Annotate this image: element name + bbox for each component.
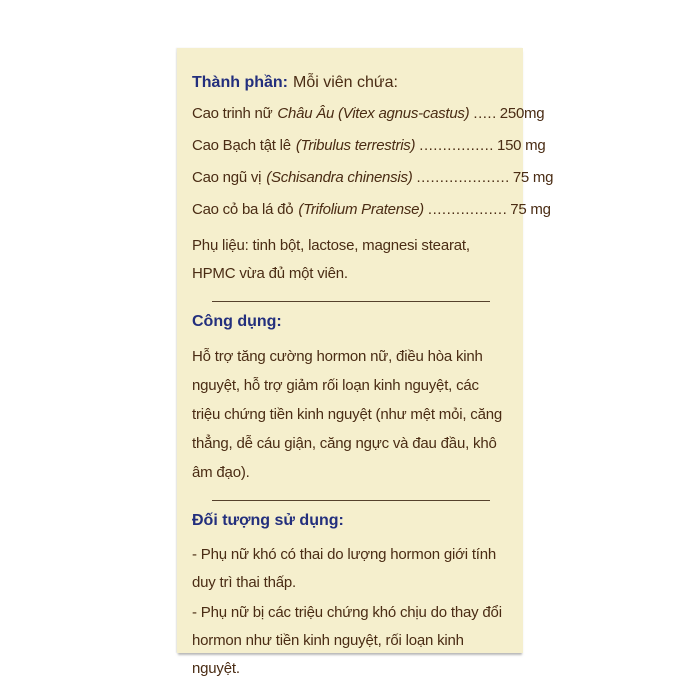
uses-body-text: Hỗ trợ tăng cường hormon nữ, điều hòa kinh nguyệt, hỗ trợ giảm rối loạn kinh nguyệt, các triệu chứng tiền kinh nguyệt (như mệt mỏi, căng thẳng, dễ cáu giận, căng ngực và đau đầu, khô âm đạo). [192,348,503,481]
ingredient-name: Cao ngũ vị [192,169,262,186]
uses-heading: Công dụng: [192,313,282,330]
product-label-panel [177,48,554,677]
ingredient-latin-name: (Schisandra chinensis) [266,169,413,186]
ingredient-latin-name: (Tribulus terrestris) [295,137,416,154]
ingredients-heading-suffix: Mỗi viên chứa: [292,74,398,91]
dot-leader: .................... [416,169,510,186]
dot-leader: ................ [419,137,494,154]
ingredient-amount: 150 mg [496,137,546,154]
audience-item: - Phụ nữ khó có thai do lượng hormon giới tính duy trì thai thấp. [192,546,497,591]
ingredient-row [192,200,551,220]
ingredient-name: Cao Bạch tật lê [192,137,291,154]
excipients-text: Phụ liệu: tinh bột, lactose, magnesi stearat, HPMC vừa đủ một viên. [192,237,470,282]
dot-leader: ................. [427,201,508,218]
section-divider [212,301,490,302]
audience-heading: Đối tượng sử dụng: [192,512,344,529]
ingredients-heading-line [192,73,509,93]
section-divider [212,500,490,501]
ingredients-heading: Thành phần: [192,74,288,91]
ingredient-latin-name: Châu Âu (Vitex agnus-castus) [277,105,470,122]
ingredient-name: Cao trinh nữ [192,105,273,122]
ingredient-name: Cao cỏ ba lá đỏ [192,201,294,218]
ingredient-amount: 75 mg [512,169,554,186]
dot-leader: ..... [473,105,497,122]
ingredient-amount: 250mg [499,105,545,122]
ingredient-amount: 75 mg [510,201,551,218]
ingredient-latin-name: (Trifolium Pratense) [298,201,424,218]
ingredient-row [192,104,545,124]
ingredient-row [192,136,546,156]
audience-item: - Phụ nữ bị các triệu chứng khó chịu do thay đổi hormon như tiền kinh nguyệt, rối loạn kinh nguyệt. [192,604,502,677]
ingredient-row [192,168,554,188]
